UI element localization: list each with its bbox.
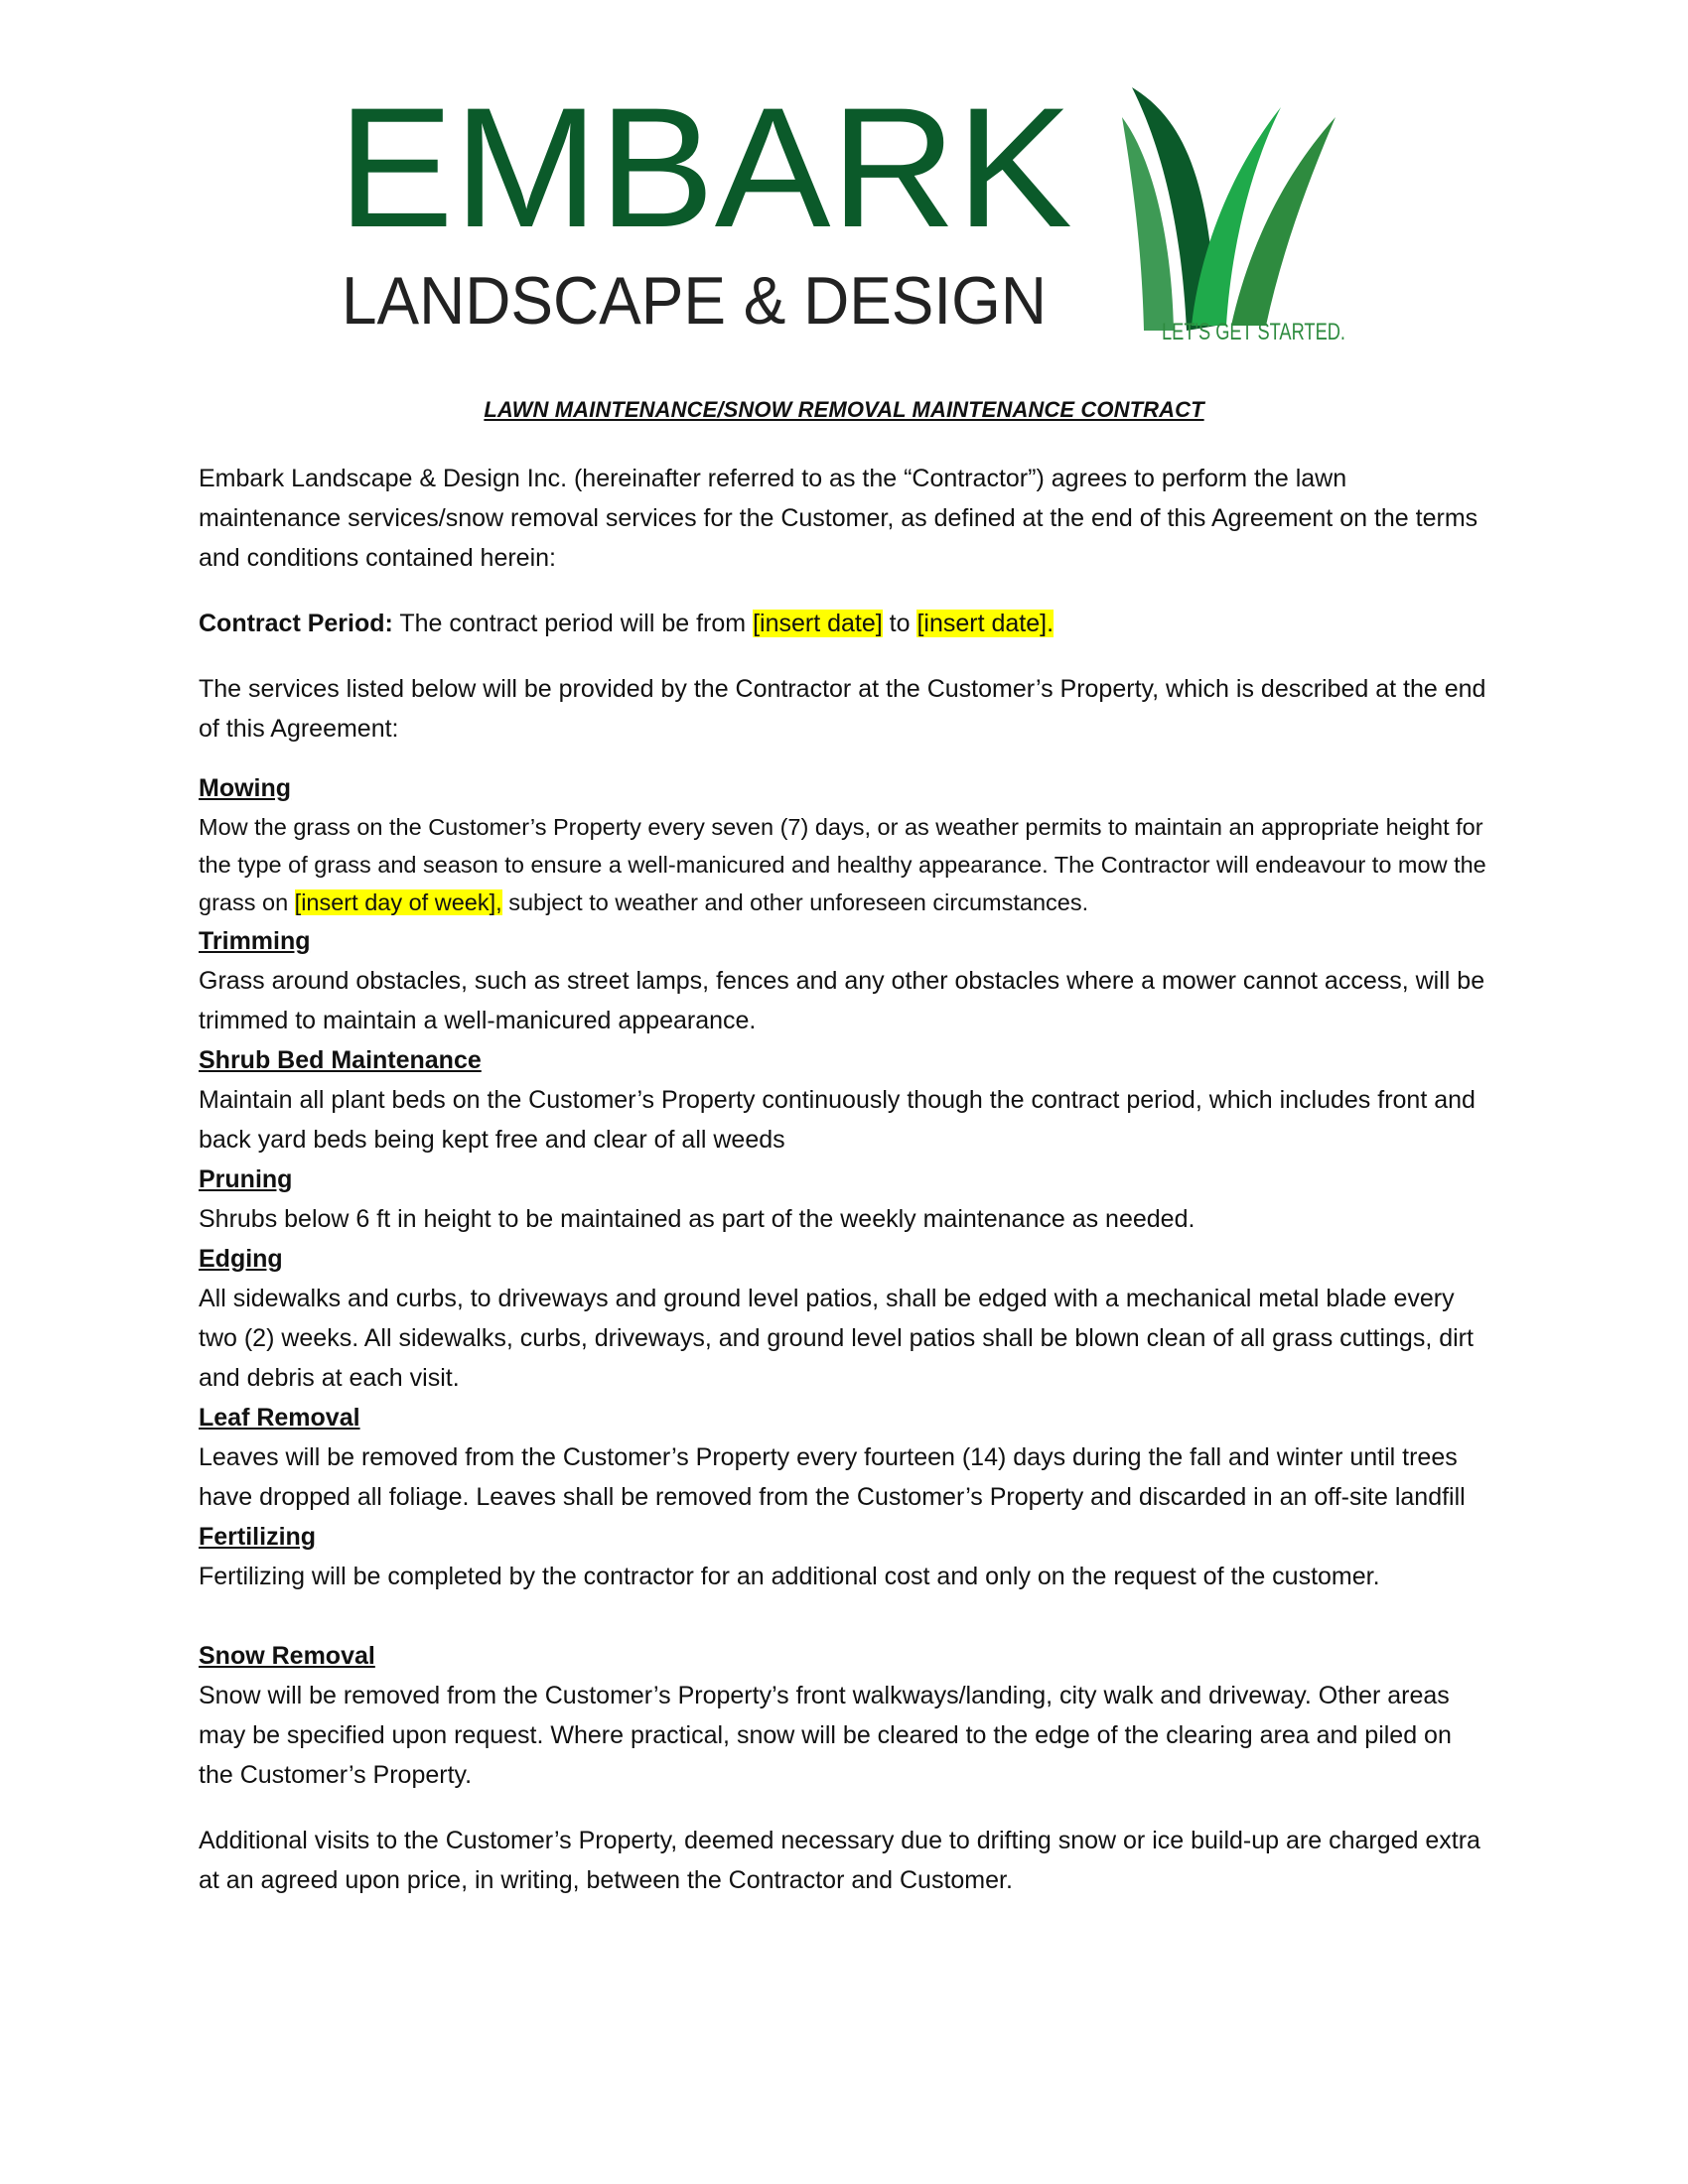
intro-paragraph: Embark Landscape & Design Inc. (hereinafter referred to as the “Contractor”) agrees to perform the lawn maintenance services/snow removal services for the Customer, as defined at the end of this Agreement on the terms and conditions contained herein: (199, 465, 1478, 572)
fertilizing-paragraph: Fertilizing will be completed by the contractor for an additional cost and only on the request of the customer. (199, 1563, 1380, 1590)
contract-body (199, 459, 1489, 1900)
contract-period-label: Contract Period: (199, 610, 393, 637)
snow-heading: Snow Removal (199, 1642, 375, 1670)
company-logo (338, 77, 1410, 345)
leaf-heading: Leaf Removal (199, 1404, 360, 1432)
contract-period-paragraph (199, 604, 1489, 643)
contract-title: LAWN MAINTENANCE/SNOW REMOVAL MAINTENANCE CONTRACT (484, 397, 1204, 422)
fertilizing-heading: Fertilizing (199, 1523, 317, 1551)
edging-heading: Edging (199, 1245, 283, 1273)
edging-paragraph: All sidewalks and curbs, to driveways and ground level patios, shall be edged with a mechanical metal blade every two (2) weeks. All sidewalks, curbs, driveways, and ground level patios shall be blown clean of all grass cuttings, dirt and debris at each visit. (199, 1285, 1474, 1392)
shrub-paragraph: Maintain all plant beds on the Customer’s Property continuously though the contract period, which includes front and back yard beds being kept free and clear of all weeds (199, 1086, 1476, 1154)
mowing-heading: Mowing (199, 774, 292, 802)
pruning-heading: Pruning (199, 1165, 293, 1193)
contract-period-to: to (882, 610, 917, 637)
snow-paragraph: Snow will be removed from the Customer’s Property’s front walkways/landing, city walk and driveway. Other areas may be specified upon request. Where practical, snow will be cleared to the edge of the clearing area and piled on the Customer’s Property. (199, 1682, 1452, 1789)
leaf-paragraph: Leaves will be removed from the Customer’s Property every fourteen (14) days during the fall and winter until trees have dropped all foliage. Leaves shall be removed from the Customer’s Property and discarded in an off-site landfill (199, 1443, 1466, 1511)
mowing-paragraph (199, 808, 1489, 921)
logo-subtitle-text: LANDSCAPE & DESIGN (342, 263, 1047, 339)
logo-brand-text: EMBARK (338, 77, 1072, 263)
services-intro-paragraph: The services listed below will be provided by the Contractor at the Customer’s Property, which is described at the end of this Agreement: (199, 675, 1486, 743)
day-of-week-placeholder: [insert day of week], (294, 889, 502, 915)
additional-paragraph: Additional visits to the Customer’s Property, deemed necessary due to drifting snow or ice build-up are charged extra at an agreed upon price, in writing, between the Contractor and Customer. (199, 1827, 1480, 1894)
grass-blades-icon (1122, 87, 1336, 331)
logo-tagline-text: LET'S GET STARTED. (1162, 319, 1345, 345)
start-date-placeholder: [insert date] (753, 610, 883, 637)
shrub-heading: Shrub Bed Maintenance (199, 1046, 482, 1074)
mowing-text: Mow the grass on the Customer’s Property every seven (7) days, or as weather permits to maintain an appropriate height for the type of grass and season to ensure a well-manicured and healthy appearance. The Contractor will endeavour to mow the grass on (199, 814, 1486, 915)
pruning-paragraph: Shrubs below 6 ft in height to be maintained as part of the weekly maintenance as needed. (199, 1205, 1196, 1233)
end-date-placeholder: [insert date]. (916, 610, 1055, 637)
trimming-paragraph: Grass around obstacles, such as street lamps, fences and any other obstacles where a mower cannot access, will be trimmed to maintain a well-manicured appearance. (199, 967, 1485, 1034)
mowing-text-end: subject to weather and other unforeseen circumstances. (501, 889, 1089, 915)
trimming-heading: Trimming (199, 927, 311, 955)
contract-period-text: The contract period will be from (392, 610, 754, 637)
